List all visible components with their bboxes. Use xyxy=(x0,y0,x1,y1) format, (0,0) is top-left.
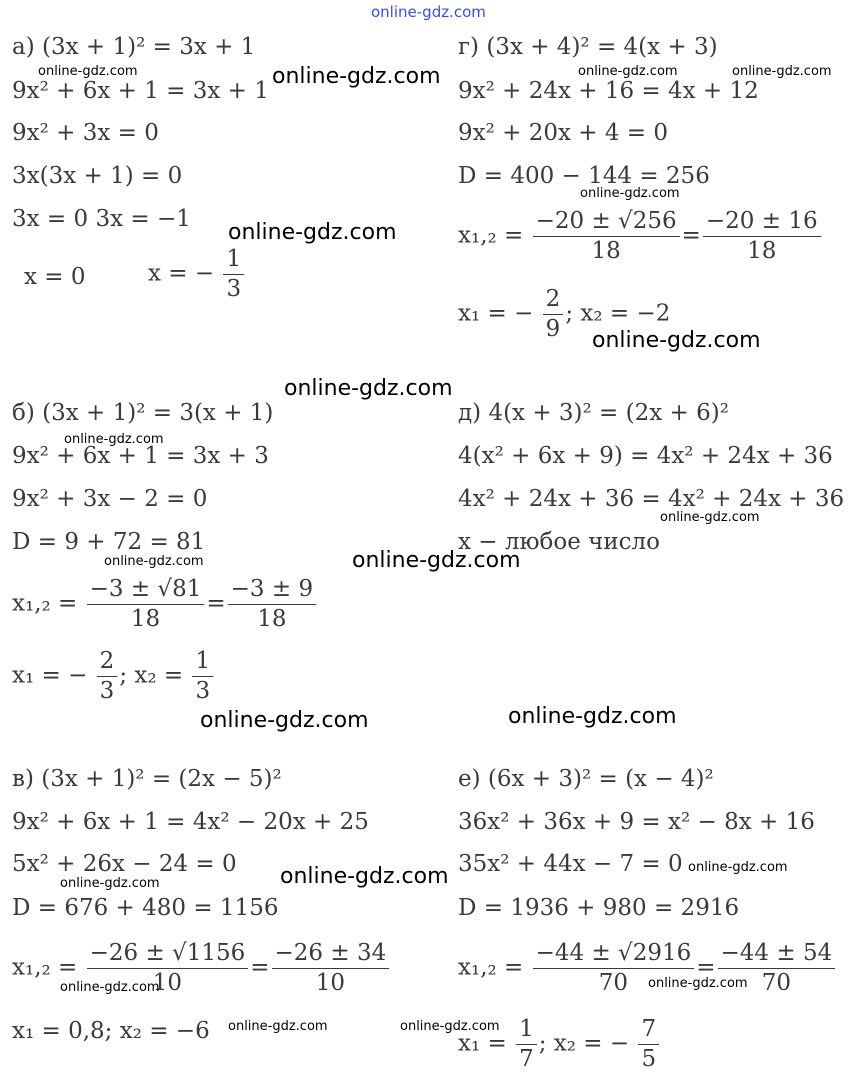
x1-label: x₁ = − xyxy=(458,300,534,327)
fraction xyxy=(543,288,564,341)
watermark: online-gdz.com xyxy=(60,980,160,995)
numerator: −20 ± 16 xyxy=(703,210,821,237)
watermark: online-gdz.com xyxy=(578,64,678,79)
equation-line: 9x² + 6x + 1 = 3x + 3 xyxy=(12,443,269,469)
x1-label: x₁ = xyxy=(458,1030,507,1057)
watermark: online-gdz.com xyxy=(400,1019,500,1034)
denominator: 18 xyxy=(130,606,161,632)
denominator: 3 xyxy=(99,678,115,704)
denominator: 10 xyxy=(152,970,183,996)
equation-line: 9x² + 6x + 1 = 3x + 1 xyxy=(12,78,269,104)
answer-prefix: x = − xyxy=(148,260,215,287)
watermark: online-gdz.com xyxy=(352,548,521,573)
fraction xyxy=(533,210,680,263)
denominator: 9 xyxy=(545,316,561,342)
equation-line: 4x² + 24x + 36 = 4x² + 24x + 36 xyxy=(458,486,845,512)
watermark: online-gdz.com xyxy=(508,704,677,729)
denominator: 70 xyxy=(761,970,792,996)
equation-line: 9x² + 3x = 0 xyxy=(12,120,159,146)
equation-line: а) (3x + 1)² = 3x + 1 xyxy=(12,34,256,60)
watermark: online-gdz.com xyxy=(592,328,761,353)
x2-label: ; x₂ = −2 xyxy=(565,300,671,327)
equation-line: D = 676 + 480 = 1156 xyxy=(12,895,279,921)
equation-line: 9x² + 6x + 1 = 4x² − 20x + 25 xyxy=(12,809,369,835)
x12-label: x₁,₂ = xyxy=(458,954,524,981)
equation-line: 4(x² + 6x + 9) = 4x² + 24x + 36 xyxy=(458,443,833,469)
denominator: 3 xyxy=(226,276,242,302)
denominator: 5 xyxy=(641,1046,657,1072)
equation-line: 5x² + 26x − 24 = 0 xyxy=(12,851,237,877)
x1-label: x₁ = − xyxy=(12,662,88,689)
watermark: online-gdz.com xyxy=(104,554,204,569)
denominator: 10 xyxy=(315,970,346,996)
equation-line: x₁,₂ = $\frac{-26 \pm √1156}{10}$ = $\frac{-26 \pm 34}{10}$ xyxy=(12,942,391,995)
numerator: −3 ± 9 xyxy=(228,578,316,605)
equation-line: x − любое число xyxy=(458,529,660,555)
watermark: online-gdz.com xyxy=(200,708,369,733)
denominator: 18 xyxy=(747,238,777,264)
fraction xyxy=(192,650,213,703)
numerator: 7 xyxy=(638,1018,659,1045)
equation-line: x₁ = 0,8; x₂ = −6 xyxy=(12,1018,210,1044)
numerator: −44 ± 54 xyxy=(718,942,836,969)
watermark: online-gdz.com xyxy=(38,64,138,79)
numerator: −26 ± 34 xyxy=(272,942,390,969)
denominator: 18 xyxy=(257,606,287,632)
equation-line: е) (6x + 3)² = (x − 4)² xyxy=(458,766,714,792)
fraction xyxy=(228,578,316,631)
fraction xyxy=(87,578,205,631)
numerator: 1 xyxy=(516,1018,537,1045)
equation-line: 3x = 0 3x = −1 xyxy=(12,206,191,232)
watermark: online-gdz.com xyxy=(228,220,397,245)
fraction xyxy=(516,1018,537,1071)
equation-line: в) (3x + 1)² = (2x − 5)² xyxy=(12,766,282,792)
equation-line xyxy=(12,650,215,703)
x12-label: x₁,₂ = xyxy=(12,590,78,617)
fraction xyxy=(638,1018,659,1071)
fraction xyxy=(272,942,390,995)
equation-line: б) (3x + 1)² = 3(x + 1) xyxy=(12,400,274,426)
denominator: 3 xyxy=(195,678,211,704)
equation-line: x₁,₂ = $\frac{-44 \pm √2916}{70}$ = $\frac{-44 \pm 54}{70}$ xyxy=(458,942,837,995)
denominator: 18 xyxy=(591,238,621,264)
equation-line: 9x² + 3x − 2 = 0 xyxy=(12,486,208,512)
numerator: −26 ± √1156 xyxy=(87,942,249,969)
numerator: −20 ± √256 xyxy=(533,210,680,237)
watermark: online-gdz.com xyxy=(228,1019,328,1034)
watermark: online-gdz.com xyxy=(284,376,453,401)
equation-line: D = 1936 + 980 = 2916 xyxy=(458,895,740,921)
equation-line: 35x² + 44x − 7 = 0 xyxy=(458,851,683,877)
x2-label: ; x₂ = − xyxy=(538,1030,630,1057)
watermark: online-gdz.com xyxy=(272,64,441,89)
fraction xyxy=(703,210,821,263)
watermark: online-gdz.com xyxy=(688,860,788,875)
equation-line: 9x² + 20x + 4 = 0 xyxy=(458,120,669,146)
equation-line: x = 0 xyxy=(24,264,86,290)
equation-line: г) (3x + 4)² = 4(x + 3) xyxy=(458,34,718,60)
equation-line: D = 400 − 144 = 256 xyxy=(458,163,710,189)
equation-line: 3x(3x + 1) = 0 xyxy=(12,163,183,189)
watermark: online-gdz.com xyxy=(280,864,449,889)
equation-line: 9x² + 24x + 16 = 4x + 12 xyxy=(458,78,759,104)
answer-fraction xyxy=(148,248,246,301)
numerator: 2 xyxy=(543,288,564,315)
watermark: online-gdz.com xyxy=(580,186,680,201)
equation-line: D = 9 + 72 = 81 xyxy=(12,529,206,555)
denominator: 70 xyxy=(598,970,629,996)
numerator: −44 ± √2916 xyxy=(533,942,695,969)
numerator: −3 ± √81 xyxy=(87,578,205,605)
watermark: online-gdz.com xyxy=(648,976,748,991)
fraction xyxy=(223,248,244,301)
fraction xyxy=(97,650,118,703)
x12-label: x₁,₂ = xyxy=(12,954,78,981)
equation-line: x₁,₂ = $\frac{-3 \pm √81}{18}$ = $\frac{-3 \pm 9}{18}$ xyxy=(12,578,318,631)
site-header: online-gdz.com xyxy=(371,3,486,21)
watermark: online-gdz.com xyxy=(64,432,164,447)
watermark: online-gdz.com xyxy=(732,64,832,79)
watermark: online-gdz.com xyxy=(660,510,760,525)
denominator: 7 xyxy=(519,1046,534,1072)
numerator: 1 xyxy=(223,248,244,275)
x12-label: x₁,₂ = xyxy=(458,222,524,249)
equation-line: x₁,₂ = $\frac{-20 \pm √256}{18}$ = $\frac{-20 \pm 16}{18}$ xyxy=(458,210,823,263)
x2-label: ; x₂ = xyxy=(119,662,184,689)
numerator: 1 xyxy=(192,650,213,677)
numerator: 2 xyxy=(97,650,118,677)
equation-line: 36x² + 36x + 9 = x² − 8x + 16 xyxy=(458,809,815,835)
watermark: online-gdz.com xyxy=(60,876,160,891)
equation-line: д) 4(x + 3)² = (2x + 6)² xyxy=(458,400,729,426)
